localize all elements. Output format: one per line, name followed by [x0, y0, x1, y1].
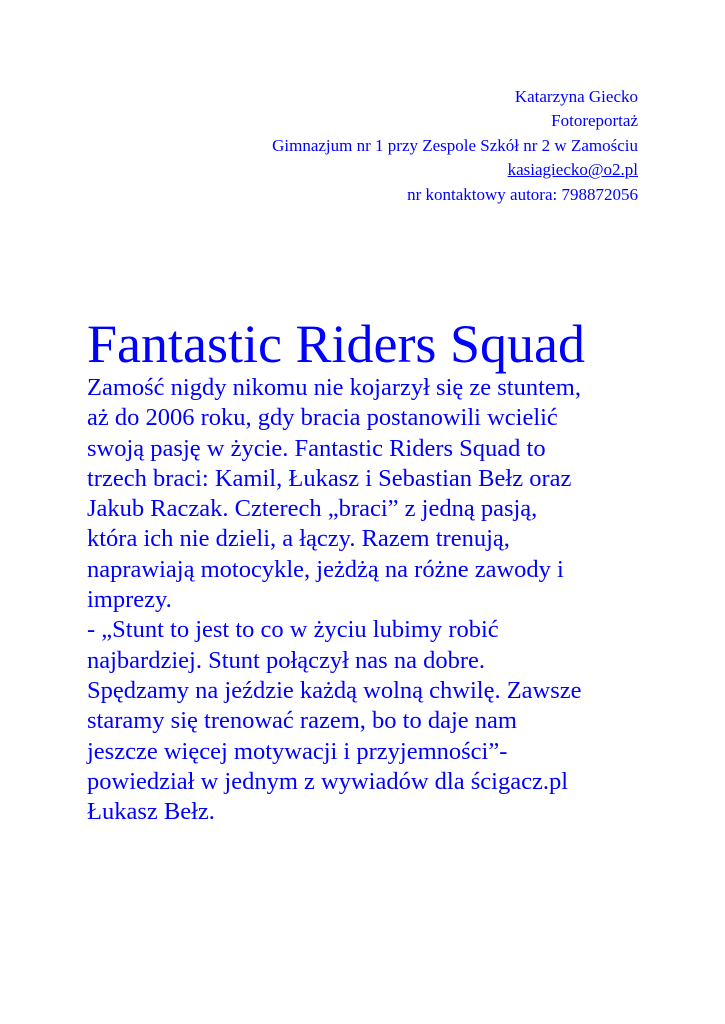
- author-name: Katarzyna Giecko: [514, 87, 638, 106]
- body-line: Zamość nigdy nikomu nie kojarzył się ze stuntem,: [87, 374, 581, 401]
- body-line: trzech braci: Kamil, Łukasz i Sebastian Bełz oraz: [87, 464, 572, 492]
- article-title: Fantastic Riders Squad: [87, 314, 585, 374]
- body-line: Jakub Raczak. Czterech „braci” z jedną pasją,: [87, 495, 538, 523]
- author-info: [272, 85, 638, 207]
- school-name: Gimnazjum nr 1 przy Zespole Szkół nr 2 w Zamościu: [272, 135, 638, 155]
- body-line: naprawiają motocykle, jeżdżą na różne zawody i: [87, 555, 564, 583]
- body-line: swoją pasję w życie. Fantastic Riders Squad to: [87, 434, 546, 462]
- quote-line: najbardziej. Stunt połączył nas na dobre.: [87, 646, 485, 674]
- body-line: imprezy.: [87, 586, 172, 614]
- author-phone: nr kontaktowy autora: 798872056: [407, 184, 638, 204]
- body-line: która ich nie dzieli, a łączy. Razem trenują,: [87, 525, 510, 553]
- quote-line: Łukasz Bełz.: [87, 798, 215, 826]
- quote-line: staramy się trenować razem, bo to daje nam: [87, 707, 517, 735]
- quote-line: - „Stunt to jest to co w życiu lubimy robić: [87, 616, 499, 644]
- author-email-link[interactable]: kasiagiecko@o2.pl: [507, 160, 638, 180]
- quote-line: powiedział w jednym z wywiadów dla ścigacz.pl: [87, 767, 569, 795]
- article-category: Fotoreportaż: [551, 111, 638, 131]
- quote-line: Spędzamy na jeździe każdą wolną chwilę. Zawsze: [87, 676, 582, 704]
- article-body: [87, 373, 647, 827]
- quote-line: jeszcze więcej motywacji i przyjemności”-: [87, 737, 508, 765]
- body-line: aż do 2006 roku, gdy bracia postanowili wcielić: [87, 404, 558, 432]
